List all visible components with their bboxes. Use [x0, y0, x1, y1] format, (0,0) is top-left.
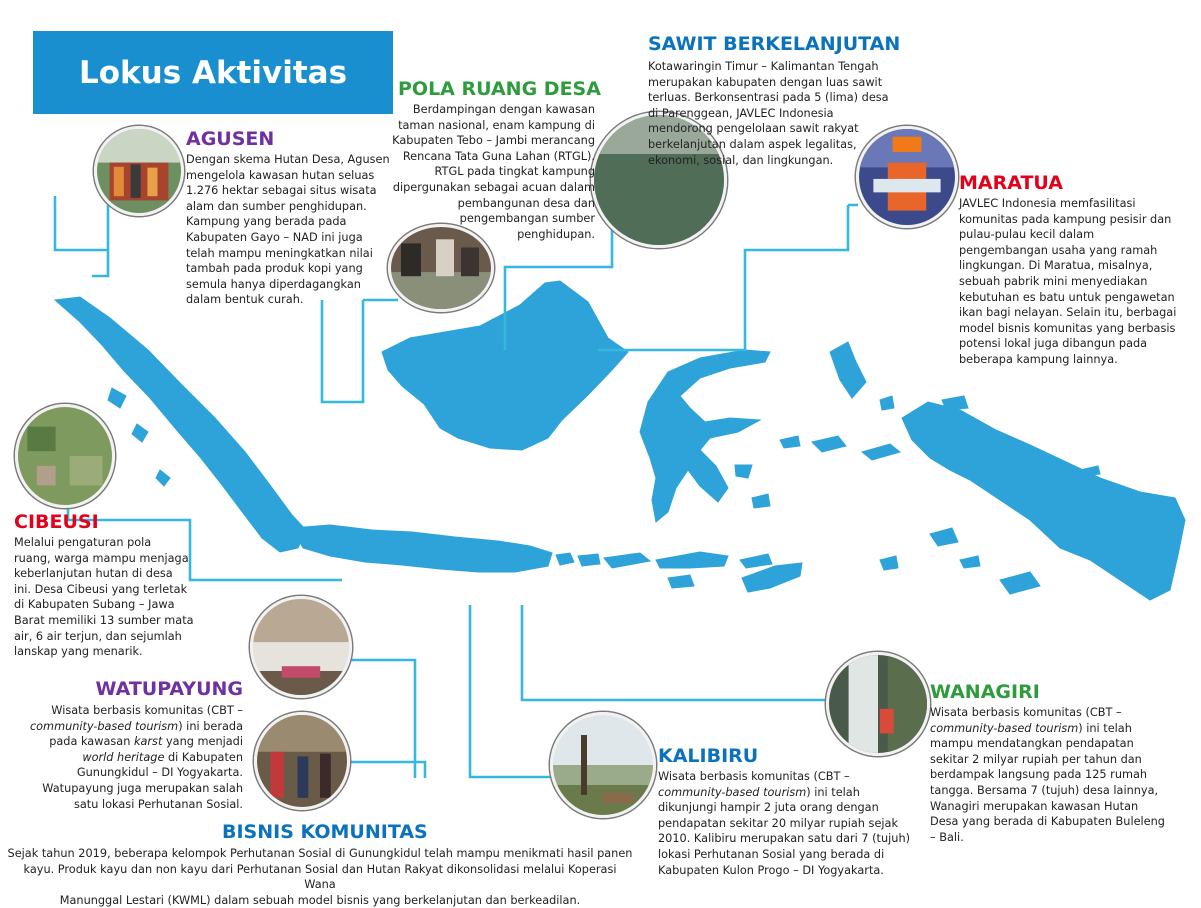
sawit-text-line: terluas. Berkonsentrasi pada 5 (lima) desa — [648, 91, 889, 105]
pola-text-line: penghidupan. — [517, 227, 595, 241]
page-title: Lokus Aktivitas — [33, 31, 393, 114]
agusen-title: AGUSEN — [186, 128, 275, 150]
photo-kalibiru — [550, 712, 656, 818]
kalibiru-text-line: dikunjungi hampir 2 juta orang dengan — [658, 801, 879, 815]
pola-text-line: Rencana Tata Guna Lahan (RTGL). — [402, 149, 595, 163]
maratua-text-line: potensi lokal juga dibangun pada — [959, 337, 1148, 351]
watupayung-text-line: Gunungkidul – DI Yogyakarta. — [76, 766, 243, 780]
sawit-text-line: berkelanjutan dalam aspek legalitas, — [648, 137, 857, 151]
pola-text-line: RTGL pada tingkat kampung — [434, 165, 595, 179]
section-maratua — [959, 172, 1176, 368]
island-java — [292, 525, 552, 572]
section-sawit — [648, 33, 900, 168]
kalibiru-title: KALIBIRU — [658, 745, 759, 767]
section-bisnis-komunitas — [6, 846, 634, 908]
cibeusi-text-line: di Kabupaten Subang – Jawa — [14, 598, 175, 612]
maratua-text-line: sebuah pabrik mini menyediakan — [959, 274, 1148, 288]
agusen-text-line: dalam bentuk curah. — [186, 293, 304, 307]
cibeusi-text-line: ini. Desa Cibeusi yang terletak — [14, 582, 188, 596]
pola-text-line: Berdampingan dengan kawasan — [412, 103, 595, 116]
cibeusi-text-line: air, 6 air terjun, dan sejumlah — [14, 629, 182, 643]
section-kalibiru — [658, 745, 910, 878]
wanagiri-text-line: Desa yang berada di Kabupaten Buleleng — [930, 815, 1165, 829]
cibeusi-text-line: keberlanjutan hutan di desa — [14, 567, 173, 581]
bisnis-text-line: Manunggal Lestari (KWML) dalam sebuah model bisnis yang berkelanjutan dan berkeadilan. — [59, 893, 581, 907]
agusen-text-line: mengelola kawasan hutan seluas — [186, 168, 375, 182]
section-bisnis-komunitas-title — [222, 821, 428, 843]
bisnis-text-line: kayu. Produk kayu dan non kayu dari Perhutanan Sosial dan Hutan Rakyat dikonsolidasi melalui Koperasi Wana — [23, 862, 617, 892]
agusen-text-line: Kampung yang berada pada — [186, 215, 347, 229]
kalibiru-text-line: Kabupaten Kulon Progo – DI Yogyakarta. — [658, 863, 884, 877]
photo-wanagiri — [826, 652, 930, 756]
sawit-title: SAWIT BERKELANJUTAN — [648, 33, 901, 55]
watupayung-text-line: Wisata berbasis komunitas (CBT – — [51, 704, 243, 717]
wanagiri-text-line: sekitar 2 milyar rupiah per tahun dan — [930, 752, 1142, 766]
wanagiri-text-line: mampu mendatangkan pendapatan — [930, 737, 1134, 751]
wanagiri-text-line: berdampak langsung pada 125 rumah — [930, 768, 1148, 782]
maratua-text-line: kebutuhan es batu untuk pengawetan — [959, 290, 1175, 304]
island-papua — [902, 402, 1185, 600]
maratua-text-line: pengembangan usaha yang ramah — [959, 243, 1158, 257]
bisnis-text-line: Sejak tahun 2019, beberapa kelompok Perhutanan Sosial di Gunungkidul telah mampu menikmati hasil panen — [7, 847, 633, 860]
cibeusi-text-line: ruang, warga mampu menjaga — [14, 551, 189, 565]
maratua-title: MARATUA — [959, 172, 1063, 194]
section-pola-ruang-desa — [365, 102, 595, 242]
sawit-text-line: Kotawaringin Timur – Kalimantan Tengah — [648, 60, 879, 73]
maratua-text-line: beberapa kampung lainnya. — [959, 352, 1118, 366]
watupayung-text-line: world heritage di Kabupaten — [82, 750, 243, 764]
watupayung-title: WATUPAYUNG — [95, 678, 243, 700]
sawit-text-line: merupakan kabupaten dengan luas sawit — [648, 75, 883, 89]
cibeusi-text-line: lanskap yang menarik. — [14, 645, 143, 659]
agusen-text-line: telah mampu meningkatkan nilai — [186, 246, 373, 260]
cibeusi-title: CIBEUSI — [14, 511, 99, 533]
maratua-text-line: model bisnis komunitas yang berbasis — [959, 321, 1176, 335]
maratua-text-line: pulau-pulau kecil dalam — [959, 228, 1095, 242]
agusen-text-line: Dengan skema Hutan Desa, Agusen — [186, 153, 390, 166]
wanagiri-text-line: – Bali. — [930, 830, 964, 844]
maratua-text-line: JAVLEC Indonesia memfasilitasi — [959, 197, 1136, 210]
sawit-text-line: di Parenggean, JAVLEC Indonesia — [648, 106, 834, 120]
kalibiru-text-line: community-based tourism) ini telah — [658, 785, 860, 799]
watupayung-text-line: Watupayung juga merupakan salah — [42, 781, 243, 795]
cibeusi-text-line: Barat memiliki 13 sumber mata — [14, 613, 194, 627]
agusen-text-line: Kabupaten Gayo – NAD ini juga — [186, 230, 363, 244]
section-cibeusi — [14, 511, 194, 660]
kalibiru-text-line: 2010. Kalibiru merupakan satu dari 7 (tujuh) — [658, 832, 911, 846]
pola-text-line: pengembangan sumber — [459, 212, 595, 226]
sawit-text-line: mendorong pengelolaan sawit rakyat — [648, 122, 859, 136]
agusen-text-line: alam dan sumber penghidupan. — [186, 199, 367, 213]
agusen-text-line: semula hanya diperdagangkan — [186, 277, 361, 291]
agusen-text-line: 1.276 hektar sebagai situs wisata — [186, 184, 377, 198]
wanagiri-text-line: tangga. Bersama 7 (tujuh) desa lainnya, — [930, 783, 1159, 797]
wanagiri-text-line: Wisata berbasis komunitas (CBT – — [930, 706, 1122, 719]
wanagiri-text-line: community-based tourism) ini telah — [930, 721, 1132, 735]
cibeusi-text-line: Melalui pengaturan pola — [14, 536, 152, 549]
sawit-text-line: ekonomi, sosial, dan lingkungan. — [648, 153, 834, 167]
pola-text-line: Kabupaten Tebo – Jambi merancang — [392, 134, 595, 148]
photo-watupayung-2 — [254, 712, 350, 810]
agusen-text-line: tambah pada produk kopi yang — [186, 262, 363, 276]
photo-watupayung-1 — [250, 596, 352, 698]
bisnis-title: BISNIS KOMUNITAS — [222, 821, 428, 843]
island-sulawesi — [640, 350, 770, 522]
kalibiru-text-line: Wisata berbasis komunitas (CBT – — [658, 770, 850, 783]
section-watupayung — [3, 678, 243, 812]
watupayung-text-line: community-based tourism) ini berada — [29, 719, 243, 733]
maratua-text-line: lingkungan. Di Maratua, misalnya, — [959, 259, 1153, 273]
maratua-text-line: komunitas pada kampung pesisir dan — [959, 212, 1172, 226]
watupayung-text-line: satu lokasi Perhutanan Sosial. — [74, 797, 243, 811]
wanagiri-text-line: Wanagiri merupakan kawasan Hutan — [930, 799, 1139, 813]
section-wanagiri — [930, 681, 1165, 845]
section-pola-ruang-desa-title — [398, 78, 601, 100]
pola-title: POLA RUANG DESA — [398, 78, 601, 100]
wanagiri-title: WANAGIRI — [930, 681, 1040, 703]
pola-text-line: dipergunakan sebagai acuan dalam — [392, 180, 595, 194]
section-agusen — [186, 128, 390, 308]
kalibiru-text-line: lokasi Perhutanan Sosial yang berada di — [658, 847, 885, 861]
pola-text-line: taman nasional, enam kampung di — [398, 118, 595, 132]
photo-agusen — [94, 126, 184, 216]
watupayung-text-line: pada kawasan karst yang menjadi — [49, 735, 243, 749]
kalibiru-text-line: pendapatan sekitar 20 milyar rupiah sejak — [658, 816, 898, 830]
photo-cibeusi — [15, 404, 115, 508]
maratua-text-line: ikan bagi nelayan. Selain itu, berbagai — [959, 306, 1177, 320]
pola-text-line: pembangunan desa dan — [457, 196, 595, 210]
